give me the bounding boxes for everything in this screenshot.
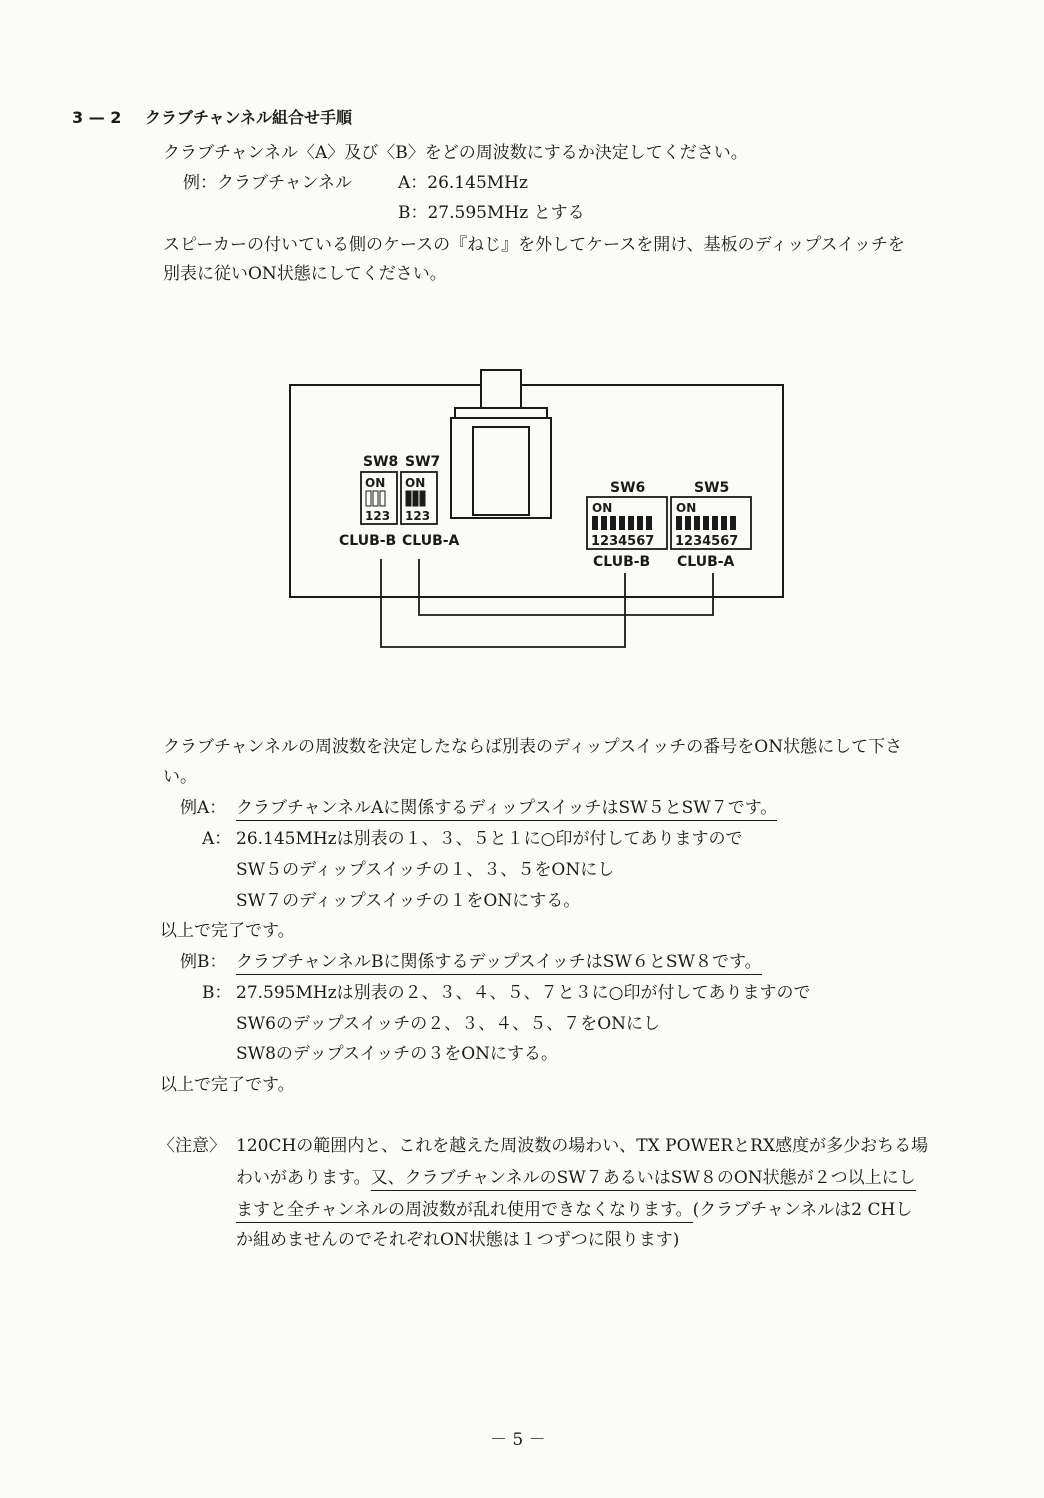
example-prefix: 例：クラブチャンネル: [183, 173, 352, 193]
note-line-2a: わいがあります。: [236, 1168, 371, 1188]
sw8-on: ON: [365, 476, 386, 490]
sw7-club-label: CLUB-A: [402, 533, 460, 549]
connector-housing: [455, 408, 547, 418]
decide-line-2: い。: [163, 767, 197, 787]
section-number: 3 — 2: [72, 108, 122, 127]
intro-line: クラブチャンネル〈A〉及び〈B〉をどの周波数にするか決定してください。: [163, 143, 748, 163]
instruction-line-2: 別表に従いON状態にしてください。: [163, 264, 447, 284]
decide-line-1: クラブチャンネルの周波数を決定したならば別表のディップスイッチの番号をON状態にして下さ: [163, 737, 903, 757]
note-line-4: か組めませんのでそれぞれON状態は１つずつに限ります): [236, 1230, 680, 1250]
instruction-line-1: スピーカーの付いている側のケースの『ねじ』を外してケースを開け、基板のディップスイッチを: [163, 235, 905, 255]
b-line-2: SW6のデップスイッチの２、３、４、５、７をONにし: [236, 1014, 661, 1034]
example-b-text: クラブチャンネルBに関係するデップスイッチはSW６とSW８です。: [236, 952, 762, 975]
note-label: 〈注意〉: [158, 1136, 226, 1156]
section-title: クラブチャンネル組合せ手順: [145, 108, 353, 127]
note-line-3b: (クラブチャンネルは2 CHし: [692, 1200, 913, 1220]
a-line-3: SW７のディップスイッチの１をONにする。: [236, 891, 581, 911]
sw6-club-label: CLUB-B: [593, 554, 651, 570]
sw8-club-label: CLUB-B: [339, 533, 397, 549]
sw8-numbers: 123: [365, 509, 391, 523]
example-b: B：27.595MHz とする: [398, 203, 585, 223]
done-2: 以上で完了です。: [160, 1075, 295, 1095]
page-number: － 5 －: [490, 1430, 546, 1450]
sw5-numbers: 1234567: [675, 534, 739, 549]
example-a-label: 例A：: [180, 798, 227, 818]
connector: [481, 370, 521, 410]
note-line-2b: 又、クラブチャンネルのSW７あるいはSW８のON状態が２つ以上にし: [371, 1168, 916, 1191]
example-a: A：26.145MHz: [398, 173, 528, 193]
done-1: 以上で完了です。: [160, 921, 295, 941]
sw8-switch[interactable]: [361, 472, 397, 524]
sw6-switch[interactable]: [587, 497, 667, 549]
sw7-switch[interactable]: [401, 472, 437, 524]
sw5-label: SW5: [694, 480, 730, 496]
example-a-text-wrap: [236, 798, 777, 818]
sw5-club-label: CLUB-A: [677, 554, 735, 570]
note-line-3: [236, 1200, 912, 1220]
sw5-switch[interactable]: [671, 497, 751, 549]
sw7-label: SW7: [405, 454, 441, 470]
example-b-text-wrap: [236, 952, 762, 972]
note-line-1: 120CHの範囲内と、これを越えた周波数の場わい、TX POWERとRX感度が多少おちる場: [236, 1136, 929, 1156]
example-a-text: クラブチャンネルAに関係するディップスイッチはSW５とSW７です。: [236, 798, 777, 821]
a-label: A：: [202, 829, 232, 849]
connector-body: [451, 418, 551, 518]
b-label: B：: [202, 983, 232, 1003]
sw6-on: ON: [592, 501, 613, 515]
note-line-2: [236, 1168, 916, 1188]
example-b-label: 例B：: [180, 952, 227, 972]
dip-switch-diagram: [285, 365, 795, 665]
note-line-3a: ますと全チャンネルの周波数が乱れ使用できなくなります。: [236, 1200, 693, 1223]
b-line-1: 27.595MHzは別表の２、３、４、５、７と３に○印が付してありますので: [236, 983, 811, 1003]
sw7-on: ON: [405, 476, 426, 490]
sw7-numbers: 123: [405, 509, 431, 523]
sw6-label: SW6: [610, 480, 646, 496]
sw8-label: SW8: [363, 454, 399, 470]
b-line-3: SW8のデップスイッチの３をONにする。: [236, 1044, 559, 1064]
sw6-numbers: 1234567: [591, 534, 655, 549]
sw5-on: ON: [676, 501, 697, 515]
a-line-1: 26.145MHzは別表の１、３、５と１に○印が付してありますので: [236, 829, 743, 849]
club-a-wire: [419, 559, 713, 615]
a-line-2: SW５のディップスイッチの１、３、５をONにし: [236, 860, 615, 880]
club-b-wire: [381, 559, 625, 647]
